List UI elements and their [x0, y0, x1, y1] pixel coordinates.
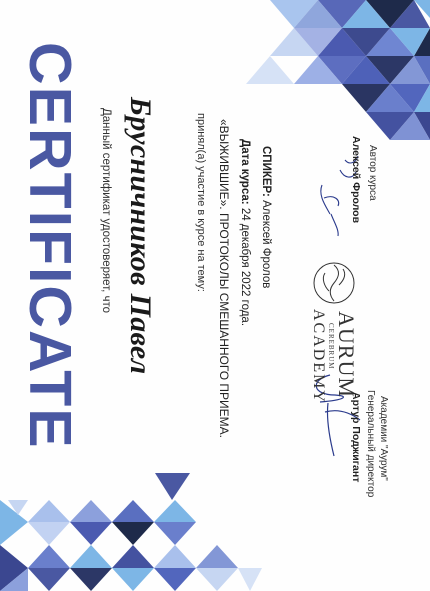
logo-name: AURUM [334, 311, 359, 398]
date-label: Дата курса: [239, 139, 251, 205]
speaker-label: СПИКЕР: [260, 146, 272, 197]
course-date [239, 139, 251, 326]
speaker-value: Алексей Фролов [260, 200, 272, 289]
certificate-intro: Данный сертификат удостоверяет, что [100, 108, 112, 314]
signatory-right-name: Артур Поджигант [350, 392, 362, 483]
speaker [260, 146, 272, 288]
signatory-left-name: Алексей Фролов [350, 136, 362, 224]
logo-academy: ACADEMY [310, 309, 327, 404]
signatory-right-role-line1: Генеральный директор [365, 390, 376, 498]
course-topic: «ВЫЖИВШИЕ». ПРОТОКОЛЫ СМЕШАННОГО ПРИЕМА. [217, 119, 231, 438]
participation-text: принял(а) участие в курсе на тему: [195, 113, 207, 292]
certificate-title: CERTIFICATE [17, 42, 83, 450]
signatory-right-role-line2: Академии "Аурум" [378, 396, 389, 481]
recipient-name: Брусничников Павел [124, 97, 157, 375]
certificate-body [15, 15, 415, 575]
tree-icon [289, 251, 379, 311]
academy-logo [289, 251, 379, 404]
date-value: 24 декабря 2022 года. [239, 207, 251, 327]
signatory-left-role: Автор курса [367, 145, 378, 201]
logo-subtitle: CEREBRUM [327, 323, 335, 370]
